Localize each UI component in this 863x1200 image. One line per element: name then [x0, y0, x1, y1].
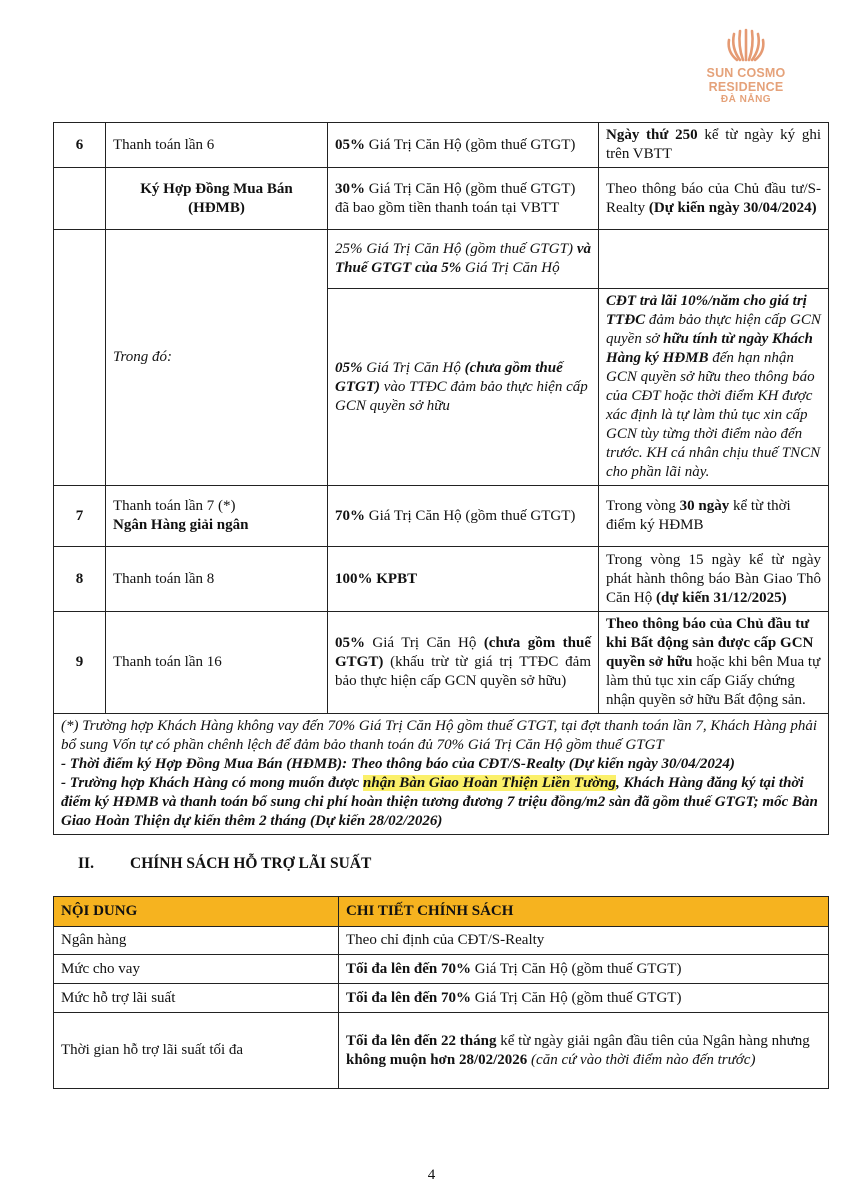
table-row — [54, 486, 829, 547]
policy-label: Ngân hàng — [54, 927, 339, 955]
installment-amount: 25% Giá Trị Căn Hộ (gồm thuế GTGT) và Thuế GTGT của 5% Giá Trị Căn Hộ — [328, 230, 599, 289]
installment-amount: 05% Giá Trị Căn Hộ (chưa gồm thuế GTGT) vào TTĐC đảm bảo thực hiện cấp GCN quyền sở hữu — [328, 289, 599, 486]
page-number: 4 — [427, 1167, 436, 1183]
installment-time: Trong vòng 30 ngày kể từ thời điểm ký HĐMB — [599, 486, 829, 547]
installment-time: Theo thông báo của Chủ đầu tư khi Bất động sản được cấp GCN quyền sở hữu hoặc khi bên Mua tự làm thủ tục xin cấp Giấy chứng nhận quyền sở hữu Bất động sản. — [599, 612, 829, 714]
section-title: CHÍNH SÁCH HỖ TRỢ LÃI SUẤT — [130, 855, 372, 872]
column-header: CHI TIẾT CHÍNH SÁCH — [339, 897, 829, 927]
installment-label: Thanh toán lần 7 (*) Ngân Hàng giải ngân — [106, 486, 328, 547]
policy-detail: Tối đa lên đến 70% Giá Trị Căn Hộ (gồm thuế GTGT) — [339, 984, 829, 1013]
policy-label: Mức hỗ trợ lãi suất — [54, 984, 339, 1013]
row-number: 6 — [54, 123, 106, 168]
row-number: 7 — [54, 486, 106, 547]
installment-label: Thanh toán lần 16 — [106, 612, 328, 714]
row-number: 9 — [54, 612, 106, 714]
table-row — [54, 1013, 829, 1089]
installment-label: Ký Hợp Đồng Mua Bán (HĐMB) — [106, 168, 328, 230]
table-row — [54, 168, 829, 230]
policy-label: Mức cho vay — [54, 955, 339, 984]
row-number: 8 — [54, 547, 106, 612]
installment-amount: 05% Giá Trị Căn Hộ (chưa gồm thuế GTGT) (khấu trừ từ giá trị TTĐC đảm bảo thực hiện cấp GCN quyền sở hữu) — [328, 612, 599, 714]
highlighted-text: nhận Bàn Giao Hoàn Thiện Liền Tường — [363, 775, 616, 791]
column-header: NỘI DUNG — [54, 897, 339, 927]
table-row — [54, 123, 829, 168]
policy-detail: Tối đa lên đến 70% Giá Trị Căn Hộ (gồm thuế GTGT) — [339, 955, 829, 984]
table-header-row — [54, 897, 829, 927]
section-number: II. — [78, 855, 94, 872]
table-row — [54, 984, 829, 1013]
installment-time: Ngày thứ 250 kể từ ngày ký ghi trên VBTT — [599, 123, 829, 168]
installment-label: Thanh toán lần 8 — [106, 547, 328, 612]
brand-name: SUN COSMO RESIDENCE — [706, 66, 786, 94]
brand-city: ĐÀ NẴNG — [720, 94, 772, 105]
section-heading — [78, 854, 371, 873]
table-row — [54, 927, 829, 955]
installment-label: Trong đó: — [106, 230, 328, 486]
installment-label: Thanh toán lần 6 — [106, 123, 328, 168]
installment-time: Trong vòng 15 ngày kể từ ngày phát hành thông báo Bàn Giao Thô Căn Hộ (dự kiến 31/12/2025) — [599, 547, 829, 612]
table-row — [54, 547, 829, 612]
installment-time: Theo thông báo của Chủ đầu tư/S-Realty (Dự kiến ngày 30/04/2024) — [599, 168, 829, 230]
policy-label: Thời gian hỗ trợ lãi suất tối đa — [54, 1013, 339, 1089]
table-notes — [54, 714, 829, 835]
installment-amount: 100% KPBT — [328, 547, 599, 612]
note-text: - Trường hợp Khách Hàng có mong muốn được nhận Bàn Giao Hoàn Thiện Liền Tường, Khách Hàng đăng ký tại thời điểm ký HĐMB và thanh toán bổ sung chi phí hoàn thiện tương đương 7 triệu đồng/m2 sàn đã gồm thuế GTGT; mốc Bàn Giao Hoàn Thiện dự kiến thêm 2 tháng (Dự kiến 28/02/2026) — [61, 775, 818, 829]
logo-emblem-icon — [726, 26, 766, 64]
note-text: - Thời điểm ký Hợp Đồng Mua Bán (HĐMB): Theo thông báo của CĐT/S-Realty (Dự kiến ngày 30/04/2024) — [61, 756, 735, 772]
table-row — [54, 955, 829, 984]
policy-detail: Tối đa lên đến 22 tháng kể từ ngày giải ngân đầu tiên của Ngân hàng nhưng không muộn hơn 28/02/2026 (căn cứ vào thời điểm nào đến trước) — [339, 1013, 829, 1089]
interest-support-table — [53, 896, 829, 1089]
table-row — [54, 714, 829, 835]
installment-amount: 05% Giá Trị Căn Hộ (gồm thuế GTGT) — [328, 123, 599, 168]
installment-amount: 70% Giá Trị Căn Hộ (gồm thuế GTGT) — [328, 486, 599, 547]
table-row — [54, 612, 829, 714]
note-text: (*) Trường hợp Khách Hàng không vay đến 70% Giá Trị Căn Hộ gồm thuế GTGT, tại đợt thanh toán lần 7, Khách Hàng phải bổ sung Vốn tự có phần chênh lệch để đảm bảo thanh toán đủ 70% Giá Trị Căn Hộ gồm thuế GTGT — [61, 718, 818, 753]
brand-logo — [671, 26, 821, 106]
payment-schedule-table — [53, 122, 829, 835]
policy-detail: Theo chỉ định của CĐT/S-Realty — [339, 927, 829, 955]
table-row — [54, 230, 829, 289]
installment-time: CĐT trả lãi 10%/năm cho giá trị TTĐC đảm bảo thực hiện cấp GCN quyền sở hữu tính từ ngày Khách Hàng ký HĐMB đến hạn nhận GCN quyền sở hữu theo thông báo của CĐT hoặc thời điểm KH được xác định là tự làm thủ tục xin cấp GCN tùy từng thời điểm nào đến trước. KH cá nhân chịu thuế TNCN cho phần lãi này. — [599, 289, 829, 486]
installment-amount: 30% Giá Trị Căn Hộ (gồm thuế GTGT) đã bao gồm tiền thanh toán tại VBTT — [328, 168, 599, 230]
